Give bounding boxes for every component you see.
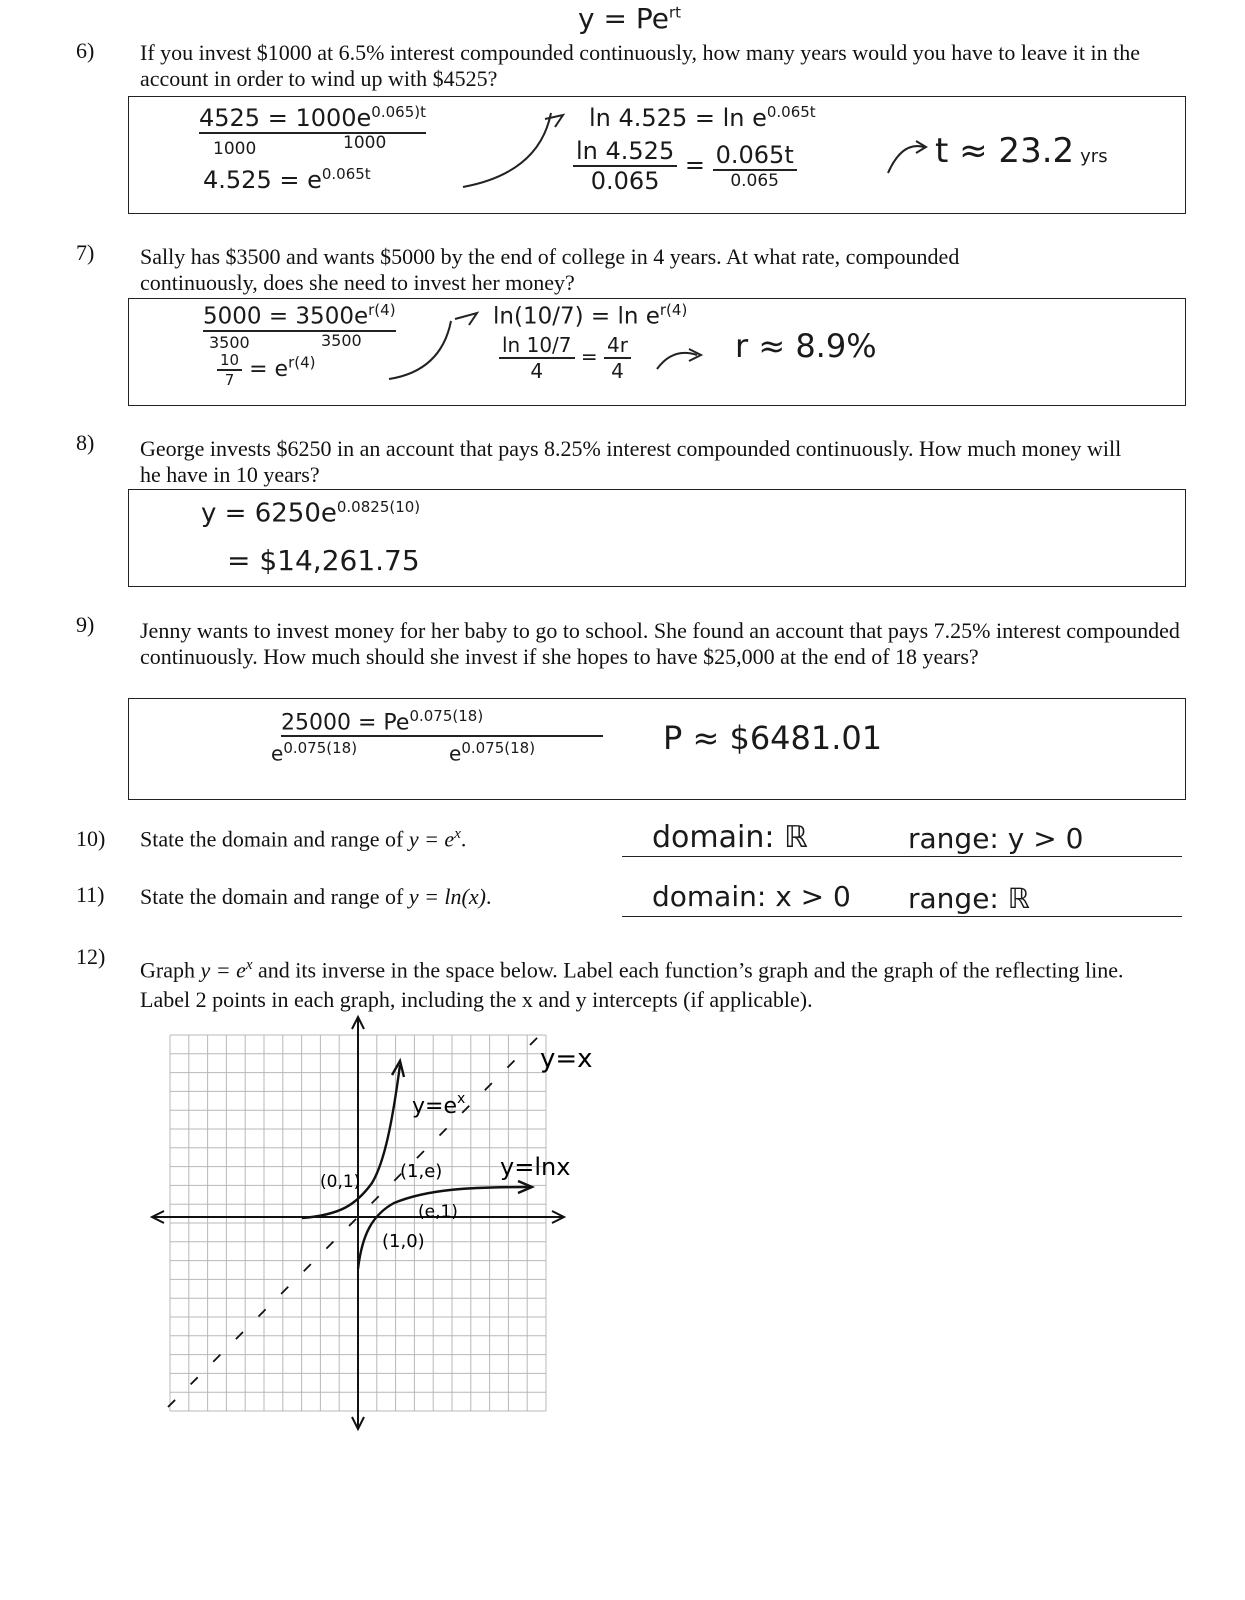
q11-answer-domain: domain: x > 0	[652, 880, 851, 913]
q10-answer-domain: domain: ℝ	[652, 820, 808, 855]
label-exp-function: $y=e^x$	[412, 1091, 466, 1119]
q6-answer: t ≈ 23.2 yrs	[935, 131, 1108, 171]
reflecting-line-y-equals-x	[168, 1023, 552, 1407]
q11-answer-range: range: ℝ	[908, 882, 1030, 915]
q10-number: 10)	[76, 826, 106, 851]
q9-question-text: Jenny wants to invest money for her baby to go to school. She found an account that pays 7.25% interest compounded continuously. How much should she invest if she hopes to have $25,000 at the end of 18 years?	[140, 618, 1180, 669]
q8-number: 8)	[76, 430, 95, 455]
q9-number: 9)	[76, 612, 95, 637]
coordinate-graph	[150, 1015, 630, 1435]
q9-work-line1: $25000 = Pe^{0.075(18)}$	[281, 707, 603, 737]
q6-question-text: If you invest $1000 at 6.5% interest compounded continuously, how many years would you have to leave it in the account in order to wind up with $4525?	[140, 40, 1140, 91]
q6-arrow-connector	[459, 103, 589, 193]
label-y-equals-x: y=x	[540, 1044, 593, 1074]
q10-question-text: State the domain and range of $y = e^x$.	[140, 826, 467, 852]
q6-formula-note: $y = Pe^{rt}$	[578, 2, 682, 35]
q12-question-text: Graph $y = e^x$ and its inverse in the space below. Label each function’s graph and the graph of the reflecting line. Label 2 points in each graph, including the x and y intercepts (if applicable).	[140, 957, 1124, 1013]
q11-number: 11)	[76, 882, 105, 907]
q7-work-line2: $\frac{10}{7}$ = $e^{r(4)}$	[217, 351, 315, 389]
q8-work-line1: $y = 6250e^{0.0825(10)}$	[201, 498, 421, 529]
q6-answer-box	[128, 96, 1186, 214]
label-point-1-e: (1,e)	[400, 1161, 443, 1182]
q11-question-text: State the domain and range of y = ln(x).	[140, 884, 492, 909]
q6-work-line2: $4.525 = e^{0.065t}$	[203, 165, 371, 194]
label-point-e-1: (e,1)	[418, 1202, 458, 1222]
q7-work-den-right: 3500	[321, 331, 362, 350]
label-log-function: y=lnx	[500, 1153, 571, 1181]
q8-work-line2: = $14,261.75	[227, 544, 420, 577]
q6-number: 6)	[76, 38, 95, 63]
label-point-1-0: (1,0)	[382, 1231, 425, 1252]
q9-answer-box	[128, 698, 1186, 800]
label-point-0-1: (0,1)	[320, 1172, 361, 1192]
q9-answer: P ≈ $6481.01	[663, 719, 883, 757]
q6-work-den-left: 1000	[213, 139, 257, 159]
q7-work-den-left: 3500	[209, 333, 250, 352]
q7-work-line4: $\frac{\ln 10/7}{4}$ = $\frac{4r}{4}$	[499, 333, 631, 383]
q9-work-den-left: $e^{0.075(18)}$	[271, 739, 358, 766]
q12-number: 12)	[76, 944, 106, 969]
q7-work-line1: $5000 = 3500e^{r(4)}$	[203, 301, 396, 330]
q6-work-line4: $\frac{\ln 4.525}{0.065}$ = $\frac{0.065t}{0.065}$	[573, 137, 797, 195]
q7-arrow-connector	[385, 305, 495, 385]
q6-work-line1: $4525 = 1000e^{0.065)t}$	[199, 103, 426, 132]
q7-work-line3: $\ln(10/7) = \ln e^{r(4)}$	[493, 301, 688, 330]
q8-answer-box	[128, 489, 1186, 587]
curve-exponential	[302, 1065, 400, 1218]
q10-answer-range: range: y > 0	[908, 822, 1084, 855]
curve-logarithm	[358, 1187, 530, 1269]
q6-answer-arrow	[884, 137, 934, 177]
q8-question-text: George invests $6250 in an account that pays 8.25% interest compounded continuously. How much money will he have in 10 years?	[140, 436, 1122, 487]
q7-answer-arrow	[653, 343, 713, 373]
q6-work-den-right: 1000	[343, 133, 387, 153]
q7-answer: r ≈ 8.9%	[735, 327, 877, 365]
q9-work-den-right: $e^{0.075(18)}$	[449, 739, 536, 766]
q7-question-text: Sally has $3500 and wants $5000 by the end of college in 4 years. At what rate, compounded continuously, does she need to invest her money?	[140, 244, 960, 295]
q7-answer-box	[128, 298, 1186, 406]
q7-number: 7)	[76, 240, 95, 265]
q6-work-line3: $\ln 4.525 = \ln e^{0.065t}$	[589, 103, 816, 132]
